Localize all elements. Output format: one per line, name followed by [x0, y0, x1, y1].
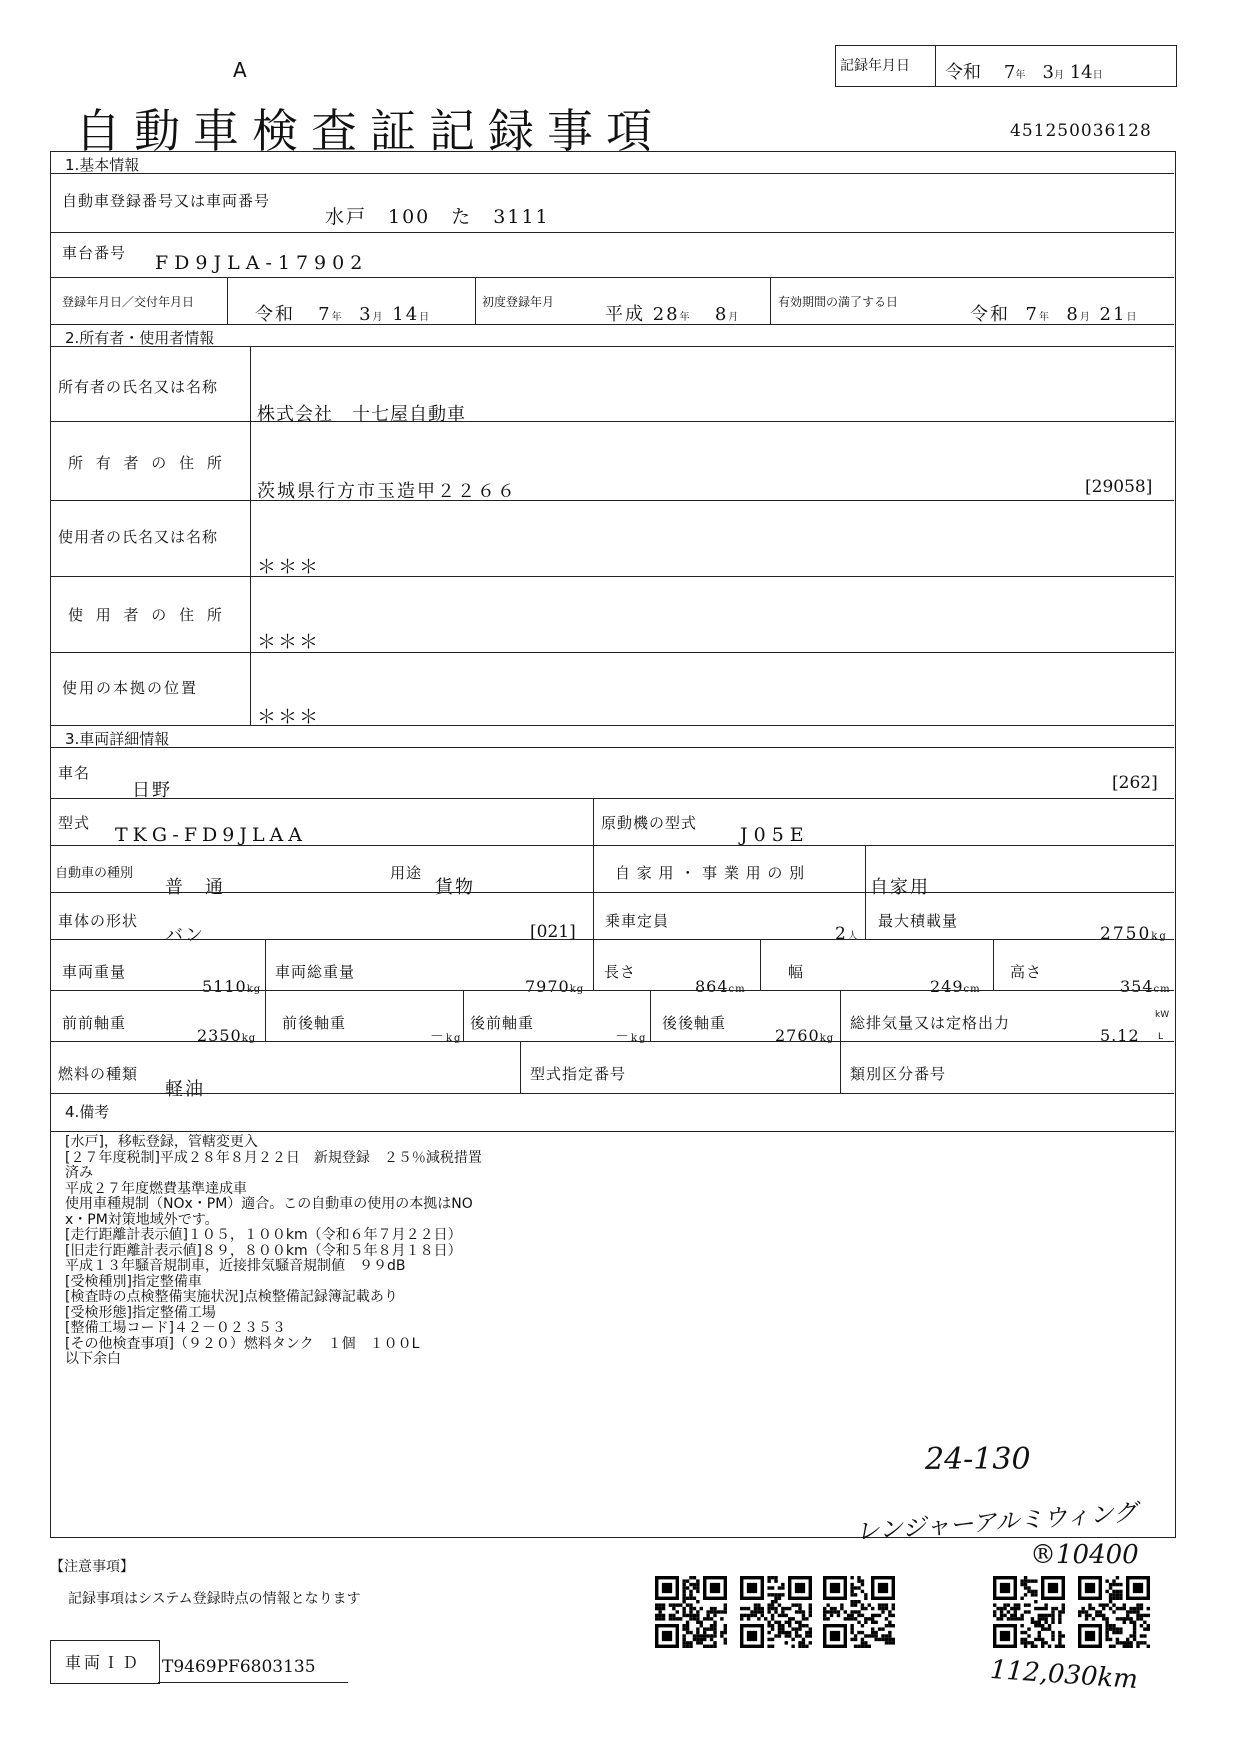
handwritten-note: レンジャーアルミウィング [854, 1498, 1139, 1546]
reg-no-value: 水戸 100 た 3111 [325, 206, 550, 228]
owner-address-value: 茨城県行方市玉造甲２２６６ [257, 481, 517, 502]
rf-axle-value: －kg [615, 1029, 648, 1045]
base-location-label: 使用の本拠の位置 [62, 679, 199, 697]
remarks-text: [水戸]，移転登録，管轄変更入 [２７年度税制]平成２８年８月２２日 新規登録 ２５％減税措置 済み 平成２７年度燃費基準達成車 使用車種規制（NOx・PM）適合。この自動車の使用の本拠はNO x・PM対策地域外です。 [走行距離計表示値]１０５，１００km（令和６年７月２２日） [旧走行距離計表示値]８９，８００km（令和５年８月１８日） 平成１３年騒音規制車，近接排気騒音規制値 ９９dB [受検種別]指定整備車 [検査時の点検整備実施状況]点検整備記録簿記載あり [受検形態]指定整備工場 [整備工場コード]４２－０２３５３ [その他検査事項]（９２０）燃料タンク １個 １００L 以下余白 [65, 1134, 482, 1367]
notice-title: 【注意事項】 [50, 1559, 134, 1575]
owner-address-label: 所 有 者 の 住 所 [68, 454, 226, 472]
body-shape-label: 車体の形状 [58, 912, 139, 930]
reg-date-label: 登録年月日／交付年月日 [62, 295, 195, 309]
vehicle-id-value: T9469PF6803135 [162, 1657, 316, 1677]
max-load-label: 最大積載量 [878, 912, 959, 930]
vehicle-weight-label: 車両重量 [62, 963, 127, 981]
length-value: 864cm [695, 977, 746, 996]
kind-value: 普 通 [165, 877, 225, 898]
owner-name-label: 所有者の氏名又は名称 [58, 378, 219, 396]
reg-no-label: 自動車登録番号又は車両番号 [62, 192, 271, 210]
make-code: [262] [1112, 773, 1158, 793]
body-shape-code: [021] [530, 922, 576, 942]
gross-weight-value: 7970kg [525, 977, 585, 996]
handwritten-number: ®10400 [1030, 1540, 1139, 1570]
qr-code-3 [823, 1576, 895, 1648]
displacement-value: 5.12 [1100, 1026, 1140, 1045]
height-value: 354cm [1120, 977, 1171, 996]
section-vehicle-details: 3.車両詳細情報 [65, 730, 170, 748]
chassis-label: 車台番号 [62, 244, 127, 262]
base-location-value: ＊＊＊ [257, 706, 321, 728]
engine-label: 原動機の型式 [601, 814, 698, 832]
qr-code-4 [993, 1576, 1065, 1648]
qr-code-2 [740, 1576, 812, 1648]
body-shape-value: バン [165, 925, 205, 946]
height-label: 高さ [1010, 963, 1043, 981]
notice-text: 記録事項はシステム登録時点の情報となります [68, 1591, 361, 1607]
owner-name-value: 株式会社 十七屋自動車 [257, 404, 466, 425]
fuel-label: 燃料の種類 [58, 1065, 139, 1083]
chassis-value: FD9JLA-17902 [155, 252, 369, 274]
model-value: TKG-FD9JLAA [115, 824, 307, 846]
gross-weight-label: 車両総重量 [275, 963, 356, 981]
qr-code-5 [1078, 1576, 1150, 1648]
user-address-value: ＊＊＊ [257, 631, 321, 653]
fr-axle-label: 前後軸重 [282, 1014, 347, 1032]
user-name-label: 使用者の氏名又は名称 [58, 528, 219, 546]
handwritten-mileage: 112,030km [989, 1654, 1139, 1696]
rr-axle-value: 2760kg [775, 1026, 835, 1045]
fuel-value: 軽油 [165, 1079, 205, 1100]
page-title: 自動車検査証記録事項 [75, 104, 665, 158]
first-reg-label: 初度登録年月 [482, 295, 555, 309]
capacity-label: 乗車定員 [605, 912, 670, 930]
category-number-label: 類別区分番号 [850, 1065, 947, 1083]
capacity-value: 2人 [835, 924, 860, 944]
rf-axle-label: 後前軸重 [470, 1014, 535, 1032]
length-label: 長さ [604, 963, 637, 981]
expiry-value: 令和 7年 8月 21日 [970, 304, 1139, 325]
user-address-label: 使 用 者 の 住 所 [68, 606, 226, 624]
vehicle-weight-value: 5110kg [202, 977, 262, 996]
displacement-unit-kw: kW [1155, 1010, 1170, 1020]
width-value: 249cm [930, 977, 981, 996]
section-basic-info: 1.基本情報 [65, 156, 140, 174]
use-value: 貨物 [435, 877, 475, 898]
ff-axle-value: 2350kg [197, 1026, 257, 1045]
make-label: 車名 [58, 764, 91, 782]
type-designation-label: 型式指定番号 [530, 1065, 627, 1083]
vehicle-id-label: 車両ＩＤ [65, 1653, 142, 1672]
document-number: 451250036128 [1010, 121, 1152, 141]
kind-label: 自動車の種別 [55, 866, 134, 881]
record-date-label: 記録年月日 [840, 58, 910, 74]
handwritten-code: 24-130 [925, 1442, 1031, 1477]
private-business-label: 自 家 用 ・ 事 業 用 の 別 [615, 864, 806, 882]
section-remarks: 4.備考 [65, 1103, 110, 1121]
expiry-label: 有効期間の満了する日 [778, 295, 899, 309]
section-owner-info: 2.所有者・使用者情報 [65, 329, 215, 347]
make-value: 日野 [132, 780, 172, 801]
use-label: 用途 [390, 864, 423, 882]
rr-axle-label: 後後軸重 [662, 1014, 727, 1032]
record-date: 令和 7年 3月 14日 [945, 62, 1103, 83]
qr-code-1 [655, 1576, 727, 1648]
private-business-value: 自家用 [870, 877, 930, 898]
fr-axle-value: －kg [430, 1029, 463, 1045]
displacement-label: 総排気量又は定格出力 [850, 1014, 1011, 1032]
max-load-value: 2750kg [1100, 924, 1168, 944]
model-label: 型式 [58, 814, 91, 832]
user-name-value: ＊＊＊ [257, 556, 321, 578]
reg-date-value: 令和 7年 3月 14日 [255, 304, 432, 325]
first-reg-value: 平成 28年 8月 [605, 304, 741, 325]
owner-address-code: [29058] [1085, 477, 1153, 497]
displacement-unit-l: L [1158, 1032, 1164, 1042]
engine-value: J05E [740, 824, 810, 846]
ff-axle-label: 前前軸重 [62, 1014, 127, 1032]
document-mark: A [233, 58, 247, 82]
width-label: 幅 [788, 963, 805, 981]
